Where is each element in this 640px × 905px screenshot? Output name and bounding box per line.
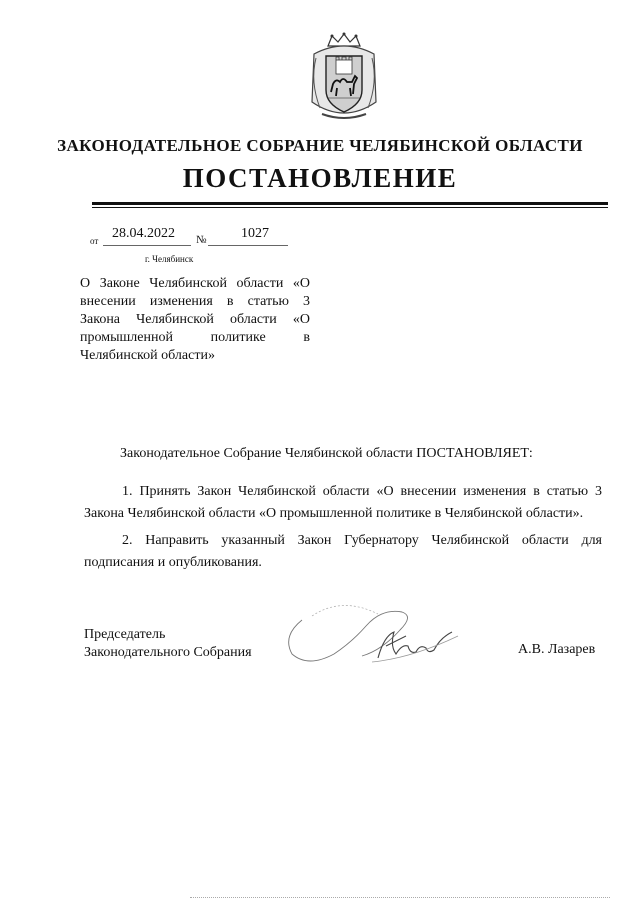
signer-title — [84, 626, 252, 662]
document-subject: О Законе Челябинской области «О внесении изменения в статью 3 Закона Челябинской области «О промышленной политике в Челябинской области» — [80, 276, 310, 363]
coat-of-arms-icon — [306, 32, 382, 124]
signer-title-line-1: Председатель — [84, 627, 166, 642]
from-label: от — [90, 236, 99, 246]
resolution-intro: Законодательное Собрание Челябинской области ПОСТАНОВЛЯЕТ: — [120, 446, 533, 461]
signer-name: А.В. Лазарев — [518, 642, 596, 657]
resolution-item-1: 1. Принять Закон Челябинской области «О внесении изменения в статью 3 Закона Челябинской области «О промышленной политике в Челябинской области». — [84, 484, 602, 521]
signer-title-line-2: Законодательного Собрания — [84, 645, 252, 660]
page-bottom-artifact — [190, 896, 610, 898]
document-number: 1027 — [241, 226, 269, 241]
document-type-title: ПОСТАНОВЛЕНИЕ — [182, 163, 458, 193]
number-label: № — [196, 234, 207, 246]
resolution-item-2: 2. Направить указанный Закон Губернатору Челябинской области для подписания и опубликования. — [84, 533, 602, 570]
document-date: 28.04.2022 — [112, 226, 175, 241]
city-label: г. Челябинск — [145, 254, 194, 264]
header-rule-thick — [92, 202, 608, 205]
header-rule-thin — [92, 207, 608, 208]
handwritten-signature-icon — [282, 596, 472, 672]
organization-title: ЗАКОНОДАТЕЛЬНОЕ СОБРАНИЕ ЧЕЛЯБИНСКОЙ ОБЛАСТИ — [57, 136, 583, 155]
number-underline — [208, 245, 288, 246]
date-underline — [103, 245, 191, 246]
